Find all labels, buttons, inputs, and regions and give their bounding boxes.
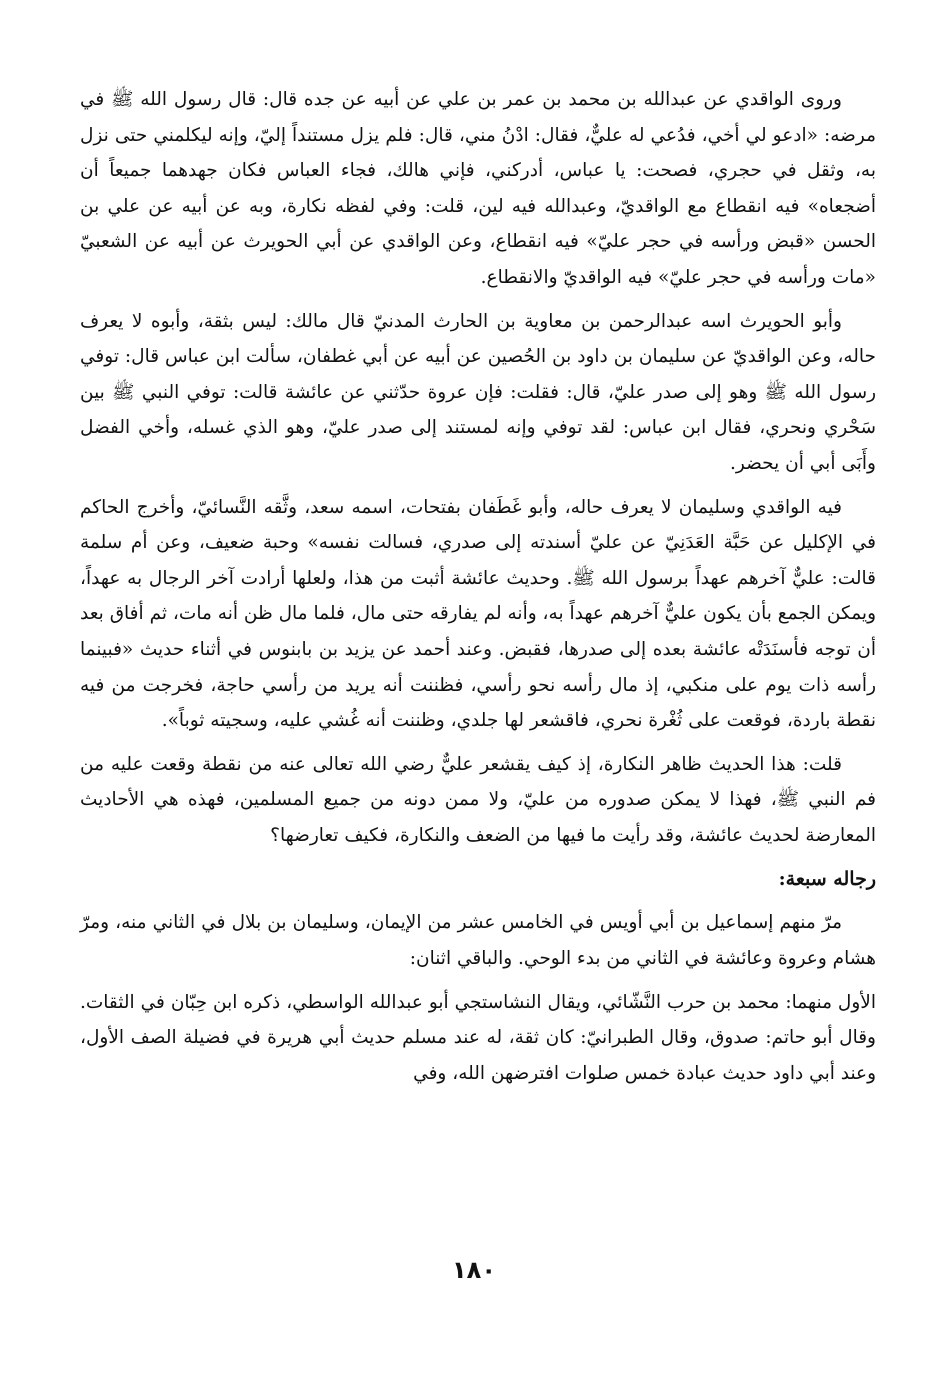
paragraph-first-narrator: الأول منهما: محمد بن حرب النَّشّائي، ويقال النشاستجي أبو عبدالله الواسطي، ذكره ابن حِبّان في الثقات. وقال أبو حاتم: صدوق، وقال الطبرانيّ: كان ثقة، له عند مسلم حديث أبي هريرة في فضيلة الصف الأول، وعند أبي داود حديث عبادة خمس صلوات افترضهن الله، وفي bbox=[80, 991, 877, 1084]
section-heading-narrators: رجاله سبعة: bbox=[778, 868, 876, 891]
page-number: ١٨٠ bbox=[452, 1256, 496, 1284]
page-body bbox=[80, 82, 876, 1099]
paragraph-abu-huwairith: وأبو الحويرث اسه عبدالرحمن بن معاوية بن الحارث المدنيّ قال مالك: ليس بثقة، وأبوه لا يعرف حاله، وعن الواقديّ عن سليمان بن داود بن الحُصين عن أبيه عن أبي غطفان، سألت ابن عباس قال: توفي رسول الله ﷺ وهو إلى صدر عليّ، قال: فقلت: فإن عروة حدّثني عن عائشة قالت: توفي النبي ﷺ بين سَحْري ونحري، فقال ابن عباس: لقد توفي وإنه لمستند إلى صدر عليّ، وهو الذي غسله، وأخي الفضل وأَبَى أبي أن يحضر. bbox=[80, 310, 876, 474]
paragraph-waqidi-narration: وروى الواقدي عن عبدالله بن محمد بن عمر بن علي عن أبيه عن جده قال: قال رسول الله ﷺ في مرضه: «ادعو لي أخي، فدُعي له عليٌّ، فقال: ادْنُ مني، قال: فلم يزل مستنداً إليّ، وإنه ليكلمني حتى نزل به، وثقل في حجري، فصحت: يا عباس، أدركني، فإني هالك، فجاء العباس فكان جهدهما جميعاً أن أضجعاه» فيه انقطاع مع الواقديّ، وعبدالله فيه لين، قلت: وفي لفظه نكارة، وبه عن أبيه عن علي بن الحسن «قبض ورأسه في حجر عليّ» فيه انقطاع، وعن الواقدي عن أبي الحويرث عن أبيه عن الشعبيّ «مات ورأسه في حجر عليّ» فيه الواقديّ والانقطاع. bbox=[80, 89, 876, 288]
paragraph-conclusion: قلت: هذا الحديث ظاهر النكارة، إذ كيف يقشعر عليٌّ رضي الله تعالى عنه من نقطة وقعت عليه من فم النبي ﷺ، فهذا لا يمكن صدوره من عليّ، ولا ممن دونه من جميع المسلمين، فهذه هي الأحاديث المعارضة لحديث عائشة، وقد رأيت ما فيها من الضعف والنكارة، فكيف تعارضها؟ bbox=[80, 753, 876, 846]
paragraph-analysis: فيه الواقدي وسليمان لا يعرف حاله، وأبو غَطَفان بفتحات، اسمه سعد، وثَّقه النَّسائيّ، وأخرج الحاكم في الإكليل عن حَبَّة العَدَنِيّ عن عليّ أسندته إلى صدري، فسالت نفسه» وحبة ضعيف، وعن أم سلمة قالت: عليٌّ آخرهم عهداً برسول الله ﷺ. وحديث عائشة أثبت من هذا، ولعلها أرادت آخر الرجال به عهداً، ويمكن الجمع بأن يكون عليٌّ آخرهم عهداً به، وأنه لم يفارقه حتى مال، فلما مال ظن أنه مات، ثم أفاق بعد أن توجه فأسنَدَتْه عائشة بعده إلى صدرها، فقبض. وعند أحمد عن يزيد بن بابنوس في أثناء حديث «فبينما رأسه ذات يوم على منكبي، إذ مال رأسه نحو رأسي، فظننت أنه يريد من رأسي حاجة، فخرجت من فيه نقطة باردة، فوقعت على ثُغْرة نحري، فاقشعر لها جلدي، وظننت أنه غُشي عليه، وسجيته ثوباً». bbox=[80, 496, 877, 732]
paragraph-narrators-list: مرّ منهم إسماعيل بن أبي أويس في الخامس عشر من الإيمان، وسليمان بن بلال في الثاني منه، ومرّ هشام وعروة وعائشة في الثاني من بدء الوحي. والباقي اثنان: bbox=[80, 912, 876, 970]
